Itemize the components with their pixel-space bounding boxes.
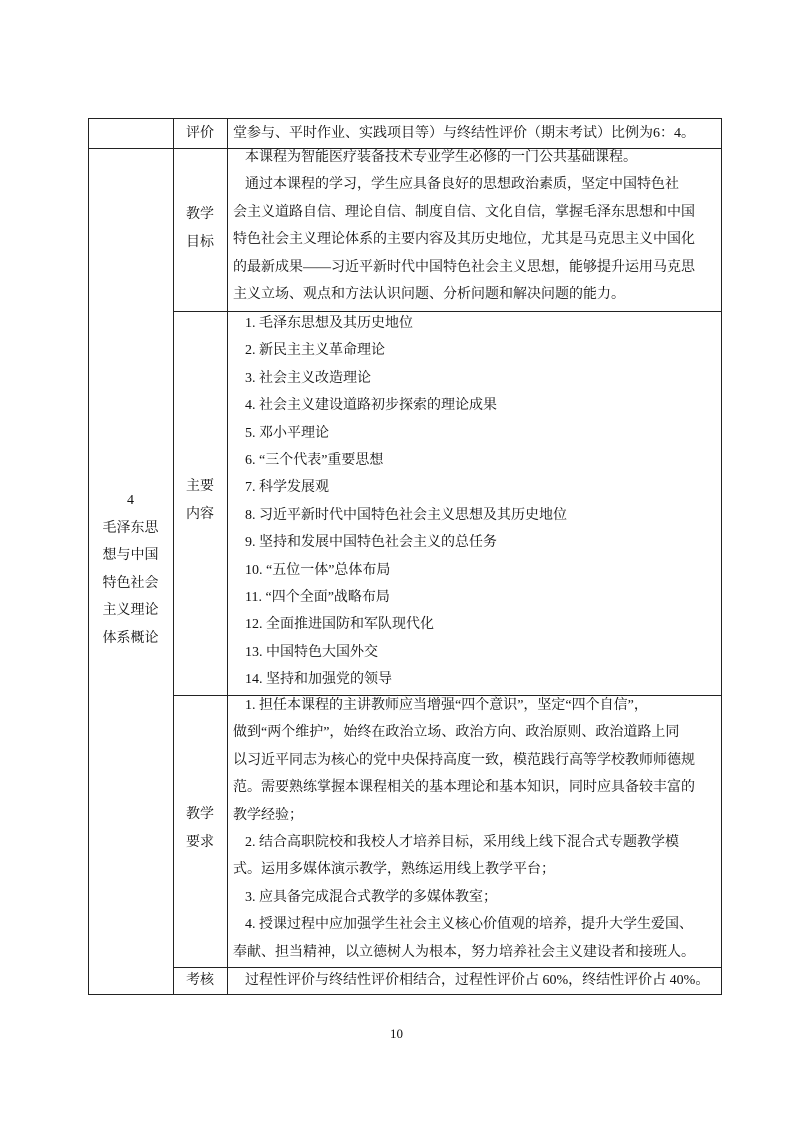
goals-label-line: 目标 <box>186 234 214 250</box>
requirements-text-line: 以习近平同志为核心的党中央保持高度一致，模范践行高等学校教师师德规 <box>233 752 695 768</box>
content-list-item: 5. 邓小平理论 <box>245 425 329 441</box>
requirements-label-line: 要求 <box>186 834 214 850</box>
goals-text-line: 本课程为智能医疗装备技术专业学生必修的一门公共基础课程。 <box>245 150 637 165</box>
requirements-text-line: 做到“两个维护”，始终在政治立场、政治方向、政治原则、政治道路上同 <box>233 725 680 741</box>
course-name-line: 想与中国 <box>102 548 159 563</box>
goals-label-line: 教学 <box>186 207 214 222</box>
content-list-item: 10. “五位一体”总体布局 <box>245 562 391 578</box>
course-name-line: 主义理论 <box>102 603 159 618</box>
goals-text-line: 特色社会主义理论体系的主要内容及其历史地位，尤其是马克思主义中国化 <box>233 232 695 248</box>
content-list-item: 9. 坚持和发展中国特色社会主义的总任务 <box>245 535 497 551</box>
requirements-text-line: 式。运用多媒体演示教学，熟练运用线上教学平台； <box>233 862 555 878</box>
course-name-line: 毛泽东思 <box>102 520 159 536</box>
requirements-label <box>173 801 227 856</box>
goals-text-line: 的最新成果——习近平新时代中国特色社会主义思想，能够提升运用马克思 <box>233 259 695 275</box>
goals-text <box>233 144 717 308</box>
course-name-line: 体系概论 <box>102 630 159 646</box>
content-list-item: 8. 习近平新时代中国特色社会主义思想及其历史地位 <box>245 507 567 523</box>
table-border-bottom <box>88 994 722 995</box>
content-list-item: 11. “四个全面”战略布局 <box>245 589 390 605</box>
content-list-item: 1. 毛泽东思想及其历史地位 <box>245 316 413 331</box>
requirements-label-line: 教学 <box>186 807 214 822</box>
goals-label <box>173 201 227 256</box>
content-label-line: 主要 <box>186 479 214 494</box>
requirements-text-line: 2. 结合高职院校和我校人才培养目标，采用线上线下混合式专题教学模 <box>245 834 679 850</box>
content-label <box>173 473 227 528</box>
goals-text-line: 通过本课程的学习，学生应具备良好的思想政治素质，坚定中国特色社 <box>245 177 679 193</box>
assessment-text-line: 过程性评价与终结性评价相结合，过程性评价占 60%，终结性评价占 40%。 <box>245 973 710 988</box>
table-border-right <box>721 118 722 995</box>
page-number: 10 <box>390 1026 403 1041</box>
course-number: 4 <box>127 493 134 508</box>
assessment-text <box>233 967 717 994</box>
goals-text-line: 主义立场、观点和方法认识问题、分析问题和解决问题的能力。 <box>233 286 625 302</box>
course-name-cell <box>88 487 173 652</box>
requirements-text-line: 1. 担任本课程的主讲教师应当增强“四个意识”，坚定“四个自信”， <box>245 698 648 713</box>
requirements-text-line: 范。需要熟练掌握本课程相关的基本理论和基本知识，同时应具备较丰富的 <box>233 780 695 796</box>
content-list-item: 7. 科学发展观 <box>245 480 329 496</box>
content-list-item: 4. 社会主义建设道路初步探索的理论成果 <box>245 398 497 414</box>
goals-text-line: 会主义道路自信、理论自信、制度自信、文化自信，掌握毛泽东思想和中国 <box>233 204 695 220</box>
assessment-label: 考核 <box>186 973 214 988</box>
content-list-item: 3. 社会主义改造理论 <box>245 370 371 386</box>
content-list-item: 14. 坚持和加强党的领导 <box>245 672 392 688</box>
eval-label: 评价 <box>186 126 214 141</box>
content-list-item: 12. 全面推进国防和军队现代化 <box>245 617 434 633</box>
content-list-item: 6. “三个代表”重要思想 <box>245 452 384 468</box>
requirements-text-line: 3. 应具备完成混合式教学的多媒体教室； <box>245 889 497 905</box>
requirements-text <box>233 692 717 966</box>
eval-text-line: 堂参与、平时作业、实践项目等）与终结性评价（期末考试）比例为6：4。 <box>233 126 695 141</box>
content-list-item: 13. 中国特色大国外交 <box>245 644 378 660</box>
content-list <box>233 310 717 693</box>
requirements-text-line: 奉献、担当精神，以立德树人为根本，努力培养社会主义建设者和接班人。 <box>233 944 695 960</box>
requirements-text-line: 教学经验； <box>233 807 303 823</box>
requirements-text-line: 4. 授课过程中应加强学生社会主义核心价值观的培养，提升大学生爱国、 <box>245 917 693 933</box>
column-divider <box>227 118 228 995</box>
course-name-line: 特色社会 <box>102 575 159 591</box>
content-label-line: 内容 <box>186 506 214 522</box>
content-list-item: 2. 新民主主义革命理论 <box>245 343 385 359</box>
